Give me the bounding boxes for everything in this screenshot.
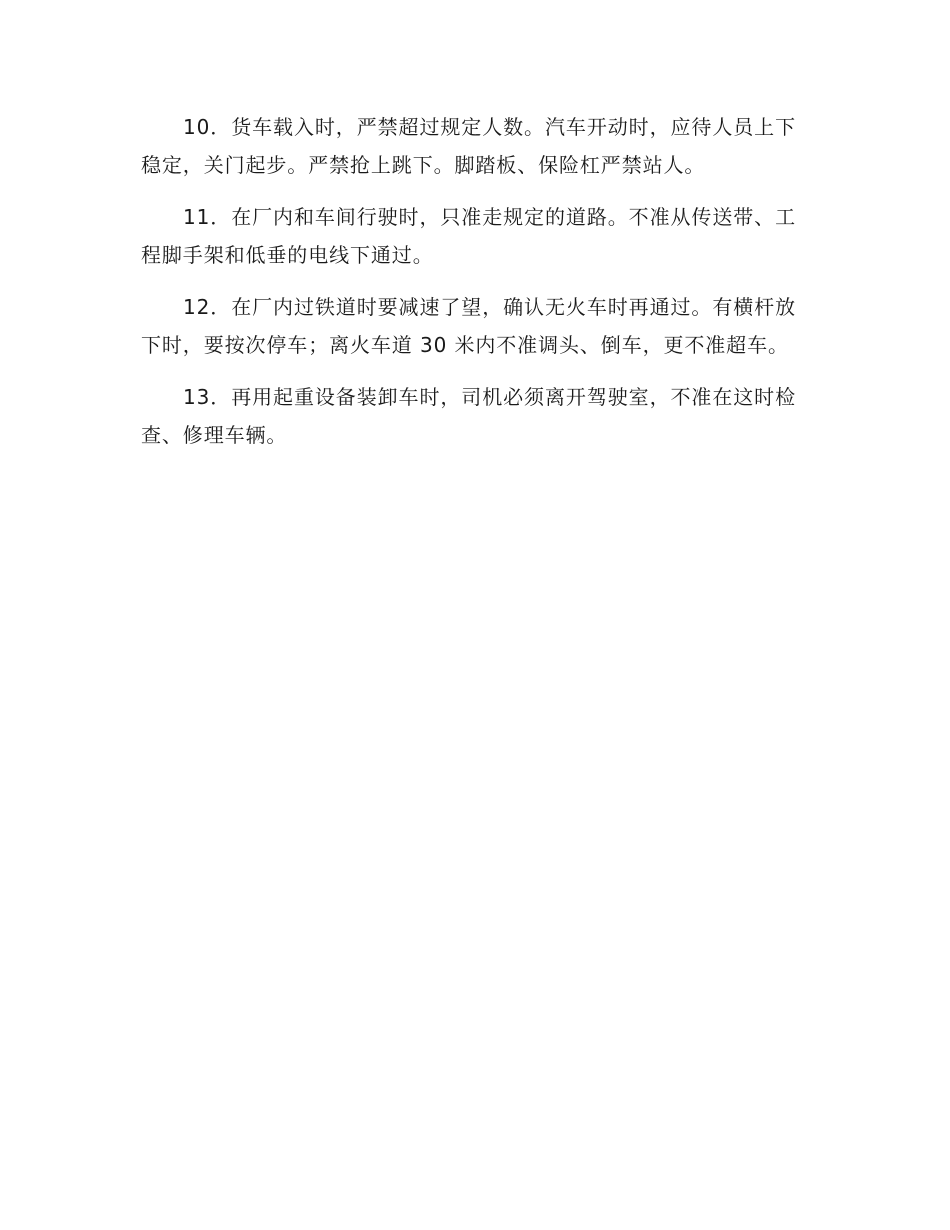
paragraph-13: 13．再用起重设备装卸车时，司机必须离开驾驶室，不准在这时检查、修理车辆。 [141, 385, 796, 447]
paragraph-10: 10．货车载入时，严禁超过规定人数。汽车开动时，应待人员上下稳定，关门起步。严禁抢上跳下。脚踏板、保险杠严禁站人。 [141, 115, 796, 177]
document-body [141, 108, 796, 468]
paragraph-12: 12．在厂内过铁道时要减速了望，确认无火车时再通过。有横杆放下时，要按次停车；离火车道 30 米内不准调头、倒车，更不准超车。 [141, 295, 796, 357]
paragraph-11: 11．在厂内和车间行驶时，只准走规定的道路。不准从传送带、工程脚手架和低垂的电线下通过。 [141, 205, 796, 267]
